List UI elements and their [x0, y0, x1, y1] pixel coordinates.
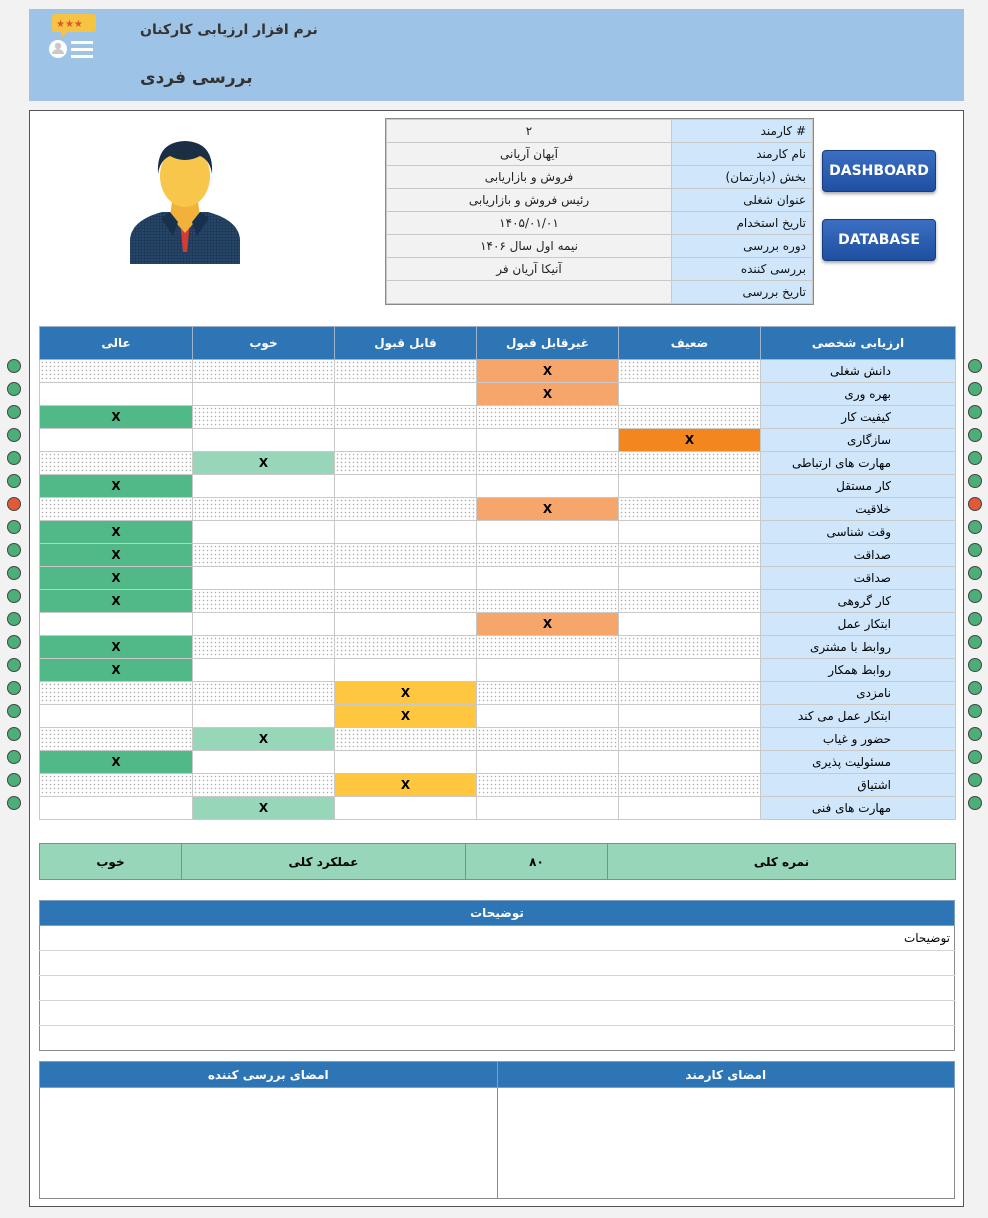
status-dot-icon — [968, 612, 982, 626]
status-dot-icon — [968, 658, 982, 672]
rating-cell[interactable]: X — [40, 567, 193, 590]
rating-cell[interactable]: X — [40, 590, 193, 613]
status-dot-icon — [968, 704, 982, 718]
status-dot-icon — [7, 382, 21, 396]
rating-row — [40, 659, 956, 682]
criterion-label: روابط با مشتری — [761, 636, 956, 659]
rating-row — [40, 613, 956, 636]
info-row — [387, 258, 813, 281]
rating-cell[interactable] — [619, 774, 761, 797]
rating-cell[interactable] — [619, 613, 761, 636]
rating-cell[interactable] — [477, 728, 619, 751]
notes-line[interactable] — [40, 951, 955, 976]
status-dot-icon — [7, 635, 21, 649]
rating-cell[interactable] — [477, 682, 619, 705]
status-dot-icon — [968, 589, 982, 603]
status-dot-icon — [7, 773, 21, 787]
signatures-section — [39, 1061, 955, 1199]
info-row — [387, 143, 813, 166]
status-dot-icon — [7, 704, 21, 718]
info-value[interactable]: رئیس فروش و بازاریابی — [387, 189, 672, 212]
employee-info-table — [386, 119, 813, 304]
database-button[interactable]: DATABASE — [822, 219, 936, 261]
app-title: نرم افزار ارزیابی کارکنان — [140, 22, 318, 38]
info-label: تاریخ استخدام — [672, 212, 813, 235]
rating-row — [40, 521, 956, 544]
svg-text:★★★: ★★★ — [56, 19, 83, 30]
notes-line[interactable]: توضیحات — [40, 926, 955, 951]
rating-row — [40, 590, 956, 613]
rating-table — [39, 326, 956, 820]
summary-bar — [39, 843, 956, 880]
rating-cell[interactable]: X — [40, 521, 193, 544]
status-dot-icon — [7, 428, 21, 442]
notes-line[interactable] — [40, 1001, 955, 1026]
criterion-label: کار گروهی — [761, 590, 956, 613]
info-value[interactable]: آنیکا آریان فر — [387, 258, 672, 281]
dashboard-button[interactable]: DASHBOARD — [822, 150, 936, 192]
info-label: نام کارمند — [672, 143, 813, 166]
rating-cell[interactable] — [335, 475, 477, 498]
reviewer-signature-label: امضای بررسی کننده — [40, 1062, 498, 1088]
rating-cell[interactable] — [335, 429, 477, 452]
rating-cell[interactable] — [619, 659, 761, 682]
rating-cell[interactable] — [619, 797, 761, 820]
status-dot-icon — [968, 359, 982, 373]
status-dot-icon — [968, 566, 982, 580]
info-label: دوره بررسی — [672, 235, 813, 258]
status-dot-icon — [7, 681, 21, 695]
status-dot-icon — [968, 543, 982, 557]
rating-cell[interactable] — [477, 705, 619, 728]
rating-cell[interactable] — [40, 682, 193, 705]
status-dot-icon — [7, 359, 21, 373]
rating-cell[interactable] — [335, 567, 477, 590]
rating-cell[interactable]: X — [477, 498, 619, 521]
rating-cell[interactable] — [335, 360, 477, 383]
rating-cell[interactable]: X — [193, 728, 335, 751]
rating-cell[interactable] — [40, 383, 193, 406]
rating-cell[interactable]: X — [335, 682, 477, 705]
rating-cell[interactable] — [477, 475, 619, 498]
rating-cell[interactable] — [477, 406, 619, 429]
rating-row — [40, 360, 956, 383]
status-dot-icon — [7, 566, 21, 580]
rating-cell[interactable] — [40, 728, 193, 751]
rating-cell[interactable] — [193, 705, 335, 728]
rating-cell[interactable]: X — [40, 636, 193, 659]
rating-cell[interactable] — [335, 544, 477, 567]
rating-row — [40, 797, 956, 820]
status-dot-icon — [7, 612, 21, 626]
info-label: بخش (دپارتمان) — [672, 166, 813, 189]
info-label: بررسی کننده — [672, 258, 813, 281]
total-score-label: نمره کلی — [608, 844, 956, 880]
criterion-label: بهره وری — [761, 383, 956, 406]
rating-row — [40, 728, 956, 751]
rating-row — [40, 682, 956, 705]
column-header: عالی — [40, 327, 193, 360]
rating-cell[interactable] — [40, 498, 193, 521]
rating-cell[interactable] — [619, 498, 761, 521]
rating-cell[interactable] — [335, 636, 477, 659]
rating-cell[interactable] — [619, 728, 761, 751]
rating-cell[interactable] — [193, 751, 335, 774]
rating-cell[interactable] — [477, 544, 619, 567]
rating-cell[interactable] — [40, 360, 193, 383]
rating-cell[interactable] — [477, 452, 619, 475]
rating-cell[interactable]: X — [40, 659, 193, 682]
rating-cell[interactable] — [335, 383, 477, 406]
rating-cell[interactable] — [619, 636, 761, 659]
rating-cell[interactable] — [335, 452, 477, 475]
rating-cell[interactable] — [193, 406, 335, 429]
rating-cell[interactable] — [193, 475, 335, 498]
criterion-label: مهارت های فنی — [761, 797, 956, 820]
rating-cell[interactable] — [40, 613, 193, 636]
criterion-label: ابتکار عمل می کند — [761, 705, 956, 728]
info-label: تاریخ بررسی — [672, 281, 813, 304]
info-row — [387, 120, 813, 143]
employee-signature-field[interactable] — [497, 1088, 955, 1199]
rating-cell[interactable] — [477, 636, 619, 659]
rating-cell[interactable] — [477, 521, 619, 544]
rating-cell[interactable]: X — [193, 452, 335, 475]
rating-cell[interactable] — [335, 613, 477, 636]
rating-row — [40, 705, 956, 728]
status-dot-icon — [968, 796, 982, 810]
rating-cell[interactable] — [477, 797, 619, 820]
rating-row — [40, 429, 956, 452]
status-dot-icon — [968, 681, 982, 695]
status-dot-icon — [7, 796, 21, 810]
info-row — [387, 166, 813, 189]
status-dot-icon — [7, 589, 21, 603]
rating-cell[interactable]: X — [193, 797, 335, 820]
status-dot-icon — [968, 635, 982, 649]
rating-cell[interactable]: X — [335, 705, 477, 728]
criterion-label: روابط همکار — [761, 659, 956, 682]
info-row — [387, 235, 813, 258]
notes-line[interactable] — [40, 1026, 955, 1051]
rating-cell[interactable] — [619, 406, 761, 429]
rating-row — [40, 567, 956, 590]
rating-cell[interactable] — [477, 659, 619, 682]
rating-cell[interactable] — [619, 383, 761, 406]
rating-row — [40, 636, 956, 659]
criterion-label: حضور و غیاب — [761, 728, 956, 751]
rating-cell[interactable] — [335, 751, 477, 774]
status-dot-icon — [7, 451, 21, 465]
status-dot-icon — [968, 451, 982, 465]
info-value[interactable]: فروش و بازاریابی — [387, 166, 672, 189]
criterion-label: کیفیت کار — [761, 406, 956, 429]
rating-cell[interactable] — [619, 544, 761, 567]
rating-cell[interactable] — [619, 751, 761, 774]
criterion-label: ابتکار عمل — [761, 613, 956, 636]
column-header: قابل قبول — [335, 327, 477, 360]
rating-cell[interactable] — [193, 360, 335, 383]
rating-cell[interactable] — [477, 751, 619, 774]
rating-cell[interactable] — [335, 797, 477, 820]
criterion-label: کار مستقل — [761, 475, 956, 498]
status-dot-icon — [7, 658, 21, 672]
status-dot-icon — [7, 405, 21, 419]
info-value[interactable]: ۱۴۰۵/۰۱/۰۱ — [387, 212, 672, 235]
rating-cell[interactable] — [193, 636, 335, 659]
column-header: ارزیابی شخصی — [761, 327, 956, 360]
rating-cell[interactable] — [40, 452, 193, 475]
rating-cell[interactable] — [40, 774, 193, 797]
evaluation-logo-icon — [45, 13, 100, 63]
rating-row — [40, 751, 956, 774]
criterion-label: نامزدی — [761, 682, 956, 705]
status-dot-icon — [968, 474, 982, 488]
criterion-label: مهارت های ارتباطی — [761, 452, 956, 475]
status-dot-icon — [7, 727, 21, 741]
rating-cell[interactable] — [335, 590, 477, 613]
status-dot-icon — [7, 543, 21, 557]
rating-cell[interactable] — [335, 406, 477, 429]
rating-cell[interactable] — [193, 659, 335, 682]
rating-cell[interactable] — [193, 567, 335, 590]
rating-cell[interactable] — [335, 521, 477, 544]
criterion-label: خلاقیت — [761, 498, 956, 521]
info-value[interactable]: ۲ — [387, 120, 672, 143]
column-header: ضعیف — [619, 327, 761, 360]
rating-cell[interactable] — [619, 682, 761, 705]
rating-cell[interactable] — [477, 590, 619, 613]
rating-cell[interactable] — [193, 613, 335, 636]
info-value[interactable]: آیهان آریانی — [387, 143, 672, 166]
status-dot-icon — [7, 520, 21, 534]
rating-cell[interactable] — [619, 475, 761, 498]
status-dot-icon — [968, 750, 982, 764]
rating-row — [40, 544, 956, 567]
rating-cell[interactable] — [40, 797, 193, 820]
status-dot-icon — [968, 727, 982, 741]
rating-row — [40, 475, 956, 498]
rating-cell[interactable] — [193, 429, 335, 452]
total-score-value: ۸۰ — [466, 844, 608, 880]
status-dot-icon — [968, 405, 982, 419]
criterion-label: وقت شناسی — [761, 521, 956, 544]
rating-cell[interactable]: X — [477, 383, 619, 406]
row-status-column-right — [968, 359, 984, 819]
status-dot-icon — [968, 382, 982, 396]
rating-row — [40, 774, 956, 797]
rating-cell[interactable] — [619, 567, 761, 590]
criterion-label: مسئولیت پذیری — [761, 751, 956, 774]
rating-cell[interactable] — [193, 383, 335, 406]
rating-cell[interactable] — [619, 452, 761, 475]
rating-cell[interactable] — [193, 521, 335, 544]
info-row — [387, 212, 813, 235]
notes-section — [39, 900, 955, 1051]
rating-cell[interactable] — [335, 498, 477, 521]
rating-cell[interactable]: X — [40, 406, 193, 429]
rating-cell[interactable]: X — [477, 360, 619, 383]
rating-cell[interactable]: X — [477, 613, 619, 636]
rating-cell[interactable] — [335, 728, 477, 751]
page-title: بررسی فردی — [140, 68, 253, 88]
rating-cell[interactable] — [193, 498, 335, 521]
rating-cell[interactable] — [193, 544, 335, 567]
rating-cell[interactable]: X — [335, 774, 477, 797]
column-header: خوب — [193, 327, 335, 360]
rating-row — [40, 406, 956, 429]
info-label: عنوان شغلی — [672, 189, 813, 212]
rating-cell[interactable] — [193, 682, 335, 705]
rating-row — [40, 452, 956, 475]
notes-line[interactable] — [40, 976, 955, 1001]
column-header: غیرقابل قبول — [477, 327, 619, 360]
status-dot-icon — [7, 750, 21, 764]
rating-cell[interactable] — [193, 774, 335, 797]
criterion-label: صداقت — [761, 544, 956, 567]
rating-row — [40, 383, 956, 406]
rating-cell[interactable] — [477, 429, 619, 452]
rating-cell[interactable] — [619, 705, 761, 728]
reviewer-signature-field[interactable] — [40, 1088, 498, 1199]
criterion-label: صداقت — [761, 567, 956, 590]
status-dot-icon — [968, 497, 982, 511]
status-dot-icon — [968, 428, 982, 442]
rating-cell[interactable] — [40, 705, 193, 728]
info-value[interactable]: نیمه اول سال ۱۴۰۶ — [387, 235, 672, 258]
info-value[interactable] — [387, 281, 672, 304]
criterion-label: اشتیاق — [761, 774, 956, 797]
rating-cell[interactable]: X — [619, 429, 761, 452]
notes-title: توضیحات — [40, 901, 955, 926]
overall-performance-value: خوب — [40, 844, 182, 880]
rating-cell[interactable] — [193, 590, 335, 613]
rating-cell[interactable] — [619, 521, 761, 544]
rating-cell[interactable]: X — [40, 544, 193, 567]
status-dot-icon — [968, 520, 982, 534]
status-dot-icon — [7, 474, 21, 488]
info-row — [387, 281, 813, 304]
overall-performance-label: عملکرد کلی — [182, 844, 466, 880]
employee-avatar-icon — [130, 136, 240, 264]
status-dot-icon — [968, 773, 982, 787]
criterion-label: دانش شغلی — [761, 360, 956, 383]
info-label: کارمند # — [672, 120, 813, 143]
rating-cell[interactable] — [477, 774, 619, 797]
employee-signature-label: امضای کارمند — [497, 1062, 955, 1088]
rating-cell[interactable] — [40, 429, 193, 452]
rating-cell[interactable] — [619, 360, 761, 383]
rating-cell[interactable]: X — [40, 751, 193, 774]
rating-cell[interactable] — [619, 590, 761, 613]
rating-cell[interactable] — [477, 567, 619, 590]
row-status-column-left — [7, 359, 23, 819]
rating-cell[interactable] — [335, 659, 477, 682]
rating-row — [40, 498, 956, 521]
info-row — [387, 189, 813, 212]
status-dot-icon — [7, 497, 21, 511]
criterion-label: سازگاری — [761, 429, 956, 452]
rating-cell[interactable]: X — [40, 475, 193, 498]
